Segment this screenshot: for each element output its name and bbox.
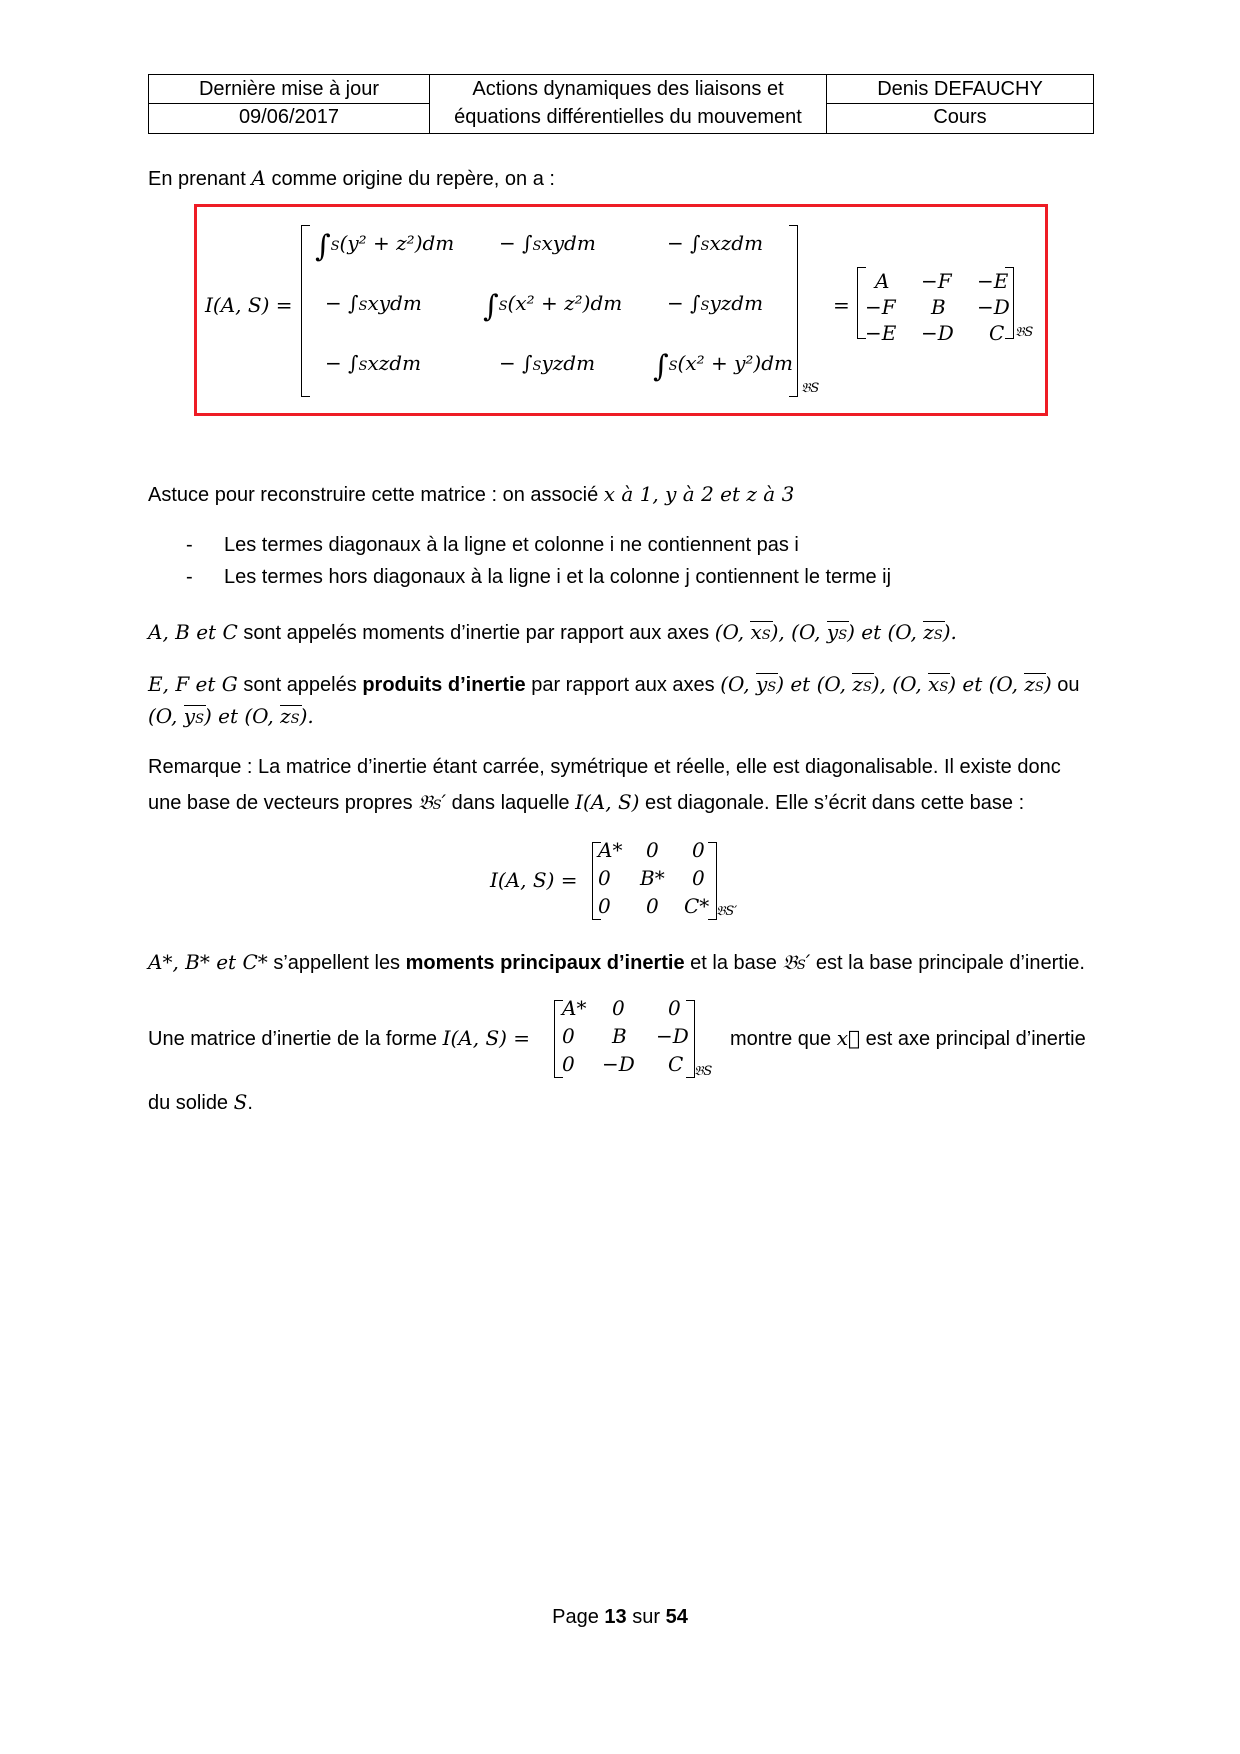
remark-line-1: Remarque : La matrice d’inertie étant carrée, symétrique et réelle, elle est diagonalisable. Il existe donc	[148, 756, 1061, 778]
doc-title-line1: Actions dynamiques des liaisons et	[472, 78, 784, 100]
form-line-2: du solide S.	[148, 1090, 253, 1114]
intro-line: En prenant A comme origine du repère, on a :	[148, 166, 555, 190]
author: Denis DEFAUCHY	[877, 78, 1043, 100]
tip-bullet-1: Les termes diagonaux à la ligne et colonne i ne contiennent pas i	[224, 534, 799, 556]
form-line: Une matrice d’inertie de la forme I(A, S) =	[148, 1026, 531, 1050]
products-line-2: (O, yS) et (O, zS).	[148, 704, 314, 728]
tip-bullet-2: Les termes hors diagonaux à la ligne i et la colonne j contiennent le terme ij	[224, 566, 892, 588]
last-update-label: Dernière mise à jour	[198, 78, 380, 100]
tip-line: Astuce pour reconstruire cette matrice : on associé x à 1, y à 2 et z à 3	[148, 482, 795, 506]
last-update-date: 09/06/2017	[238, 106, 340, 128]
inertia-matrix-box: I(A, S) = ∫S(y² + z²)dm − ∫Sxydm − ∫Sxzdm − ∫Sxydm ∫S(x² + z²)dm − ∫Syzdm − ∫Sxzdm − ∫Syzdm ∫S(x² + y²)dm 𝔅S = A −F −E −F B −D −E −D C 𝔅S	[194, 204, 1048, 416]
doc-type: Cours	[933, 106, 987, 128]
products-line-1: E, F et G sont appelés produits d’inertie par rapport aux axes (O, yS) et (O, zS), (O, xS) et (O, zS) ou	[148, 672, 1080, 696]
page-footer: Page 13 sur 54	[552, 1606, 688, 1628]
header-table	[148, 74, 1094, 134]
matrix2-lhs: I(A, S) =	[490, 868, 578, 892]
form-conclusion: montre que x⃗ est axe principal d’inertie	[730, 1026, 1086, 1050]
remark-line-2: une base de vecteurs propres 𝔅S′ dans laquelle I(A, S) est diagonale. Elle s’écrit dans cette base :	[148, 790, 1025, 814]
moments-line: A, B et C sont appelés moments d’inertie par rapport aux axes (O, xS), (O, yS) et (O, zS).	[148, 620, 957, 644]
principal-line: A*, B* et C* s’appellent les moments principaux d’inertie et la base 𝔅S′ est la base principale d’inertie.	[148, 950, 1085, 974]
matrix1-lhs: I(A, S) =	[205, 293, 293, 317]
doc-title-line2: équations différentielles du mouvement	[454, 106, 802, 128]
